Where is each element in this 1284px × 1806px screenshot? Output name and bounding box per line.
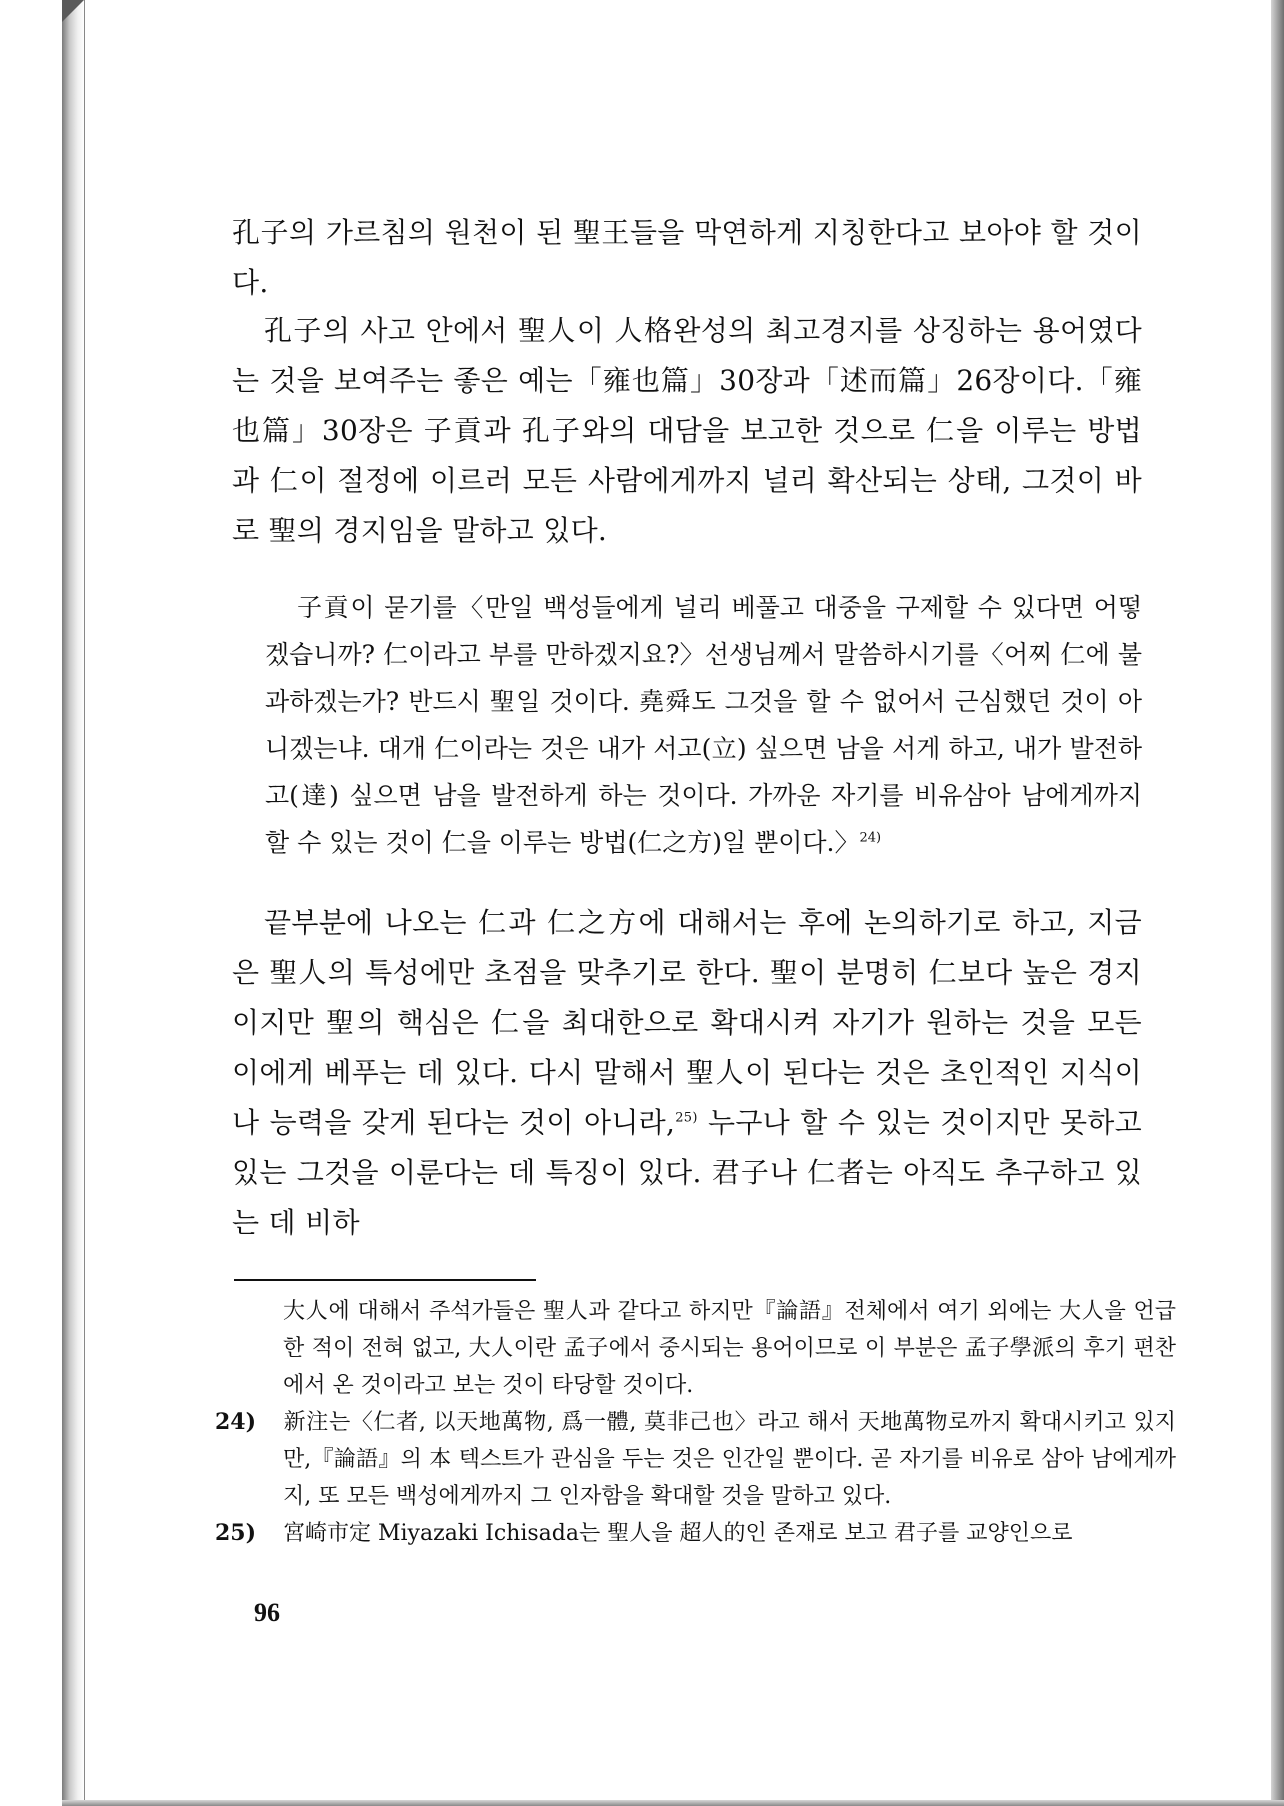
footnote-25-number: 25): [215, 1520, 257, 1546]
body-paragraph-1: 孔子의 가르침의 원천이 된 聖王들을 막연하게 지칭한다고 보아야 할 것이 다.: [232, 216, 1142, 299]
footnote-25: [215, 1515, 1176, 1552]
body-paragraph-3-part-1: 끝부분에 나오는 仁과 仁之方에 대해서는 후에 논의하기로 하고, 지금은 聖人의 특성에만 초점을 맞추기로 한다. 聖이 분명히 仁보다 높은 경지이지만 聖의 핵심은 仁을 최대한으로 확대시켜 자기가 원하는 것을 모든 이에게 베푸는 데 있다. 다시 말해서 聖人이 된다는 것은 초인적인 지식이나 능력을 갖게 된다는 것이 아니라,: [232, 906, 1142, 1139]
body-paragraph-3-part-2: 누구나 할 수 있는 것이지만 못하고 있는 그것을 이룬다는 데 특징이 있다. 君子나 仁者는 아직도 추구하고 있는 데 비하: [232, 1106, 1143, 1239]
footnote-divider: [234, 1279, 536, 1281]
footnote-25-text: 宮崎市定 Miyazaki Ichisada는 聖人을 超人的인 존재로 보고 君子를 교양인으로: [283, 1521, 1073, 1546]
page-edge-right: [1270, 0, 1284, 1806]
page-edge-bottom: [62, 1800, 1284, 1806]
block-quote-text: 子貢이 묻기를〈만일 백성들에게 널리 베풀고 대중을 구제할 수 있다면 어떻겠습니까? 仁이라고 부를 만하겠지요?〉선생님께서 말씀하시기를〈어찌 仁에 불과하겠는가? 반드시 聖일 것이다. 堯舜도 그것을 할 수 없어서 근심했던 것이 아니겠는냐. 대개 仁이라는 것은 내가 서고(立) 싶으면 남을 서게 하고, 내가 발전하고(達) 싶으면 남을 발전하게 하는 것이다. 가까운 자기를 비유삼아 남에게까지 할 수 있는 것이 仁을 이루는 방법(仁之方)일 뿐이다.〉: [265, 593, 1142, 857]
body-paragraph-2: 孔子의 사고 안에서 聖人이 人格완성의 최고경지를 상징하는 용어였다는 것을 보여주는 좋은 예는「雍也篇」30장과「述而篇」26장이다.「雍也篇」30장은 子貢과 孔子와의 대담을 보고한 것으로 仁을 이루는 방법과 仁이 절정에 이르러 모든 사람에게까지 널리 확산되는 상태, 그것이 바로 聖의 경지임을 말하고 있다.: [232, 314, 1142, 547]
footnote-24: [215, 1404, 1176, 1515]
footnote-24-text: 新注는〈仁者, 以天地萬物, 爲一體, 莫非己也〉라고 해서 天地萬物로까지 확대시키고 있지만,『論語』의 本 텍스트가 관심을 두는 것은 인간일 뿐이다. 곧 자기를 비유로 삼아 남에게까지, 또 모든 백성에게까지 그 인자함을 확대할 것을 말하고 있다.: [283, 1410, 1176, 1509]
page-number: 96: [254, 1598, 280, 1627]
body-paragraph-3: [232, 898, 1142, 1248]
book-spine-corner: [62, 0, 84, 22]
block-quote: [265, 584, 1142, 866]
footnote-ref-25: 25): [675, 1110, 698, 1126]
footnote-24-number: 24): [215, 1409, 257, 1435]
footnote-ref-24: 24): [859, 830, 882, 846]
footnote-continued: 大人에 대해서 주석가들은 聖人과 같다고 하지만『論語』전체에서 여기 외에는 大人을 언급한 적이 전혀 없고, 大人이란 孟子에서 중시되는 용어이므로 이 부분은 孟子學派의 후기 편찬에서 온 것이라고 보는 것이 타당할 것이다.: [283, 1299, 1176, 1398]
book-spine: [62, 0, 84, 1806]
